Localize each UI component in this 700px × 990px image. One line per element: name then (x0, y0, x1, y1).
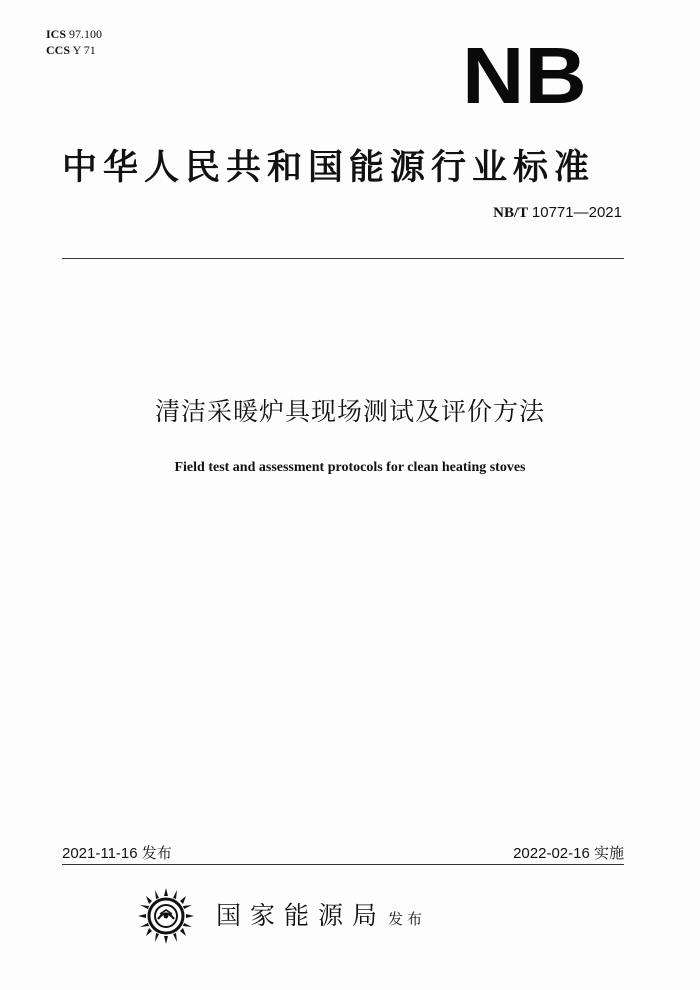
standard-prefix: NB/T (493, 205, 529, 221)
document-title-chinese: 清洁采暖炉具现场测试及评价方法 (154, 397, 545, 426)
ccs-label: CCS (46, 43, 71, 57)
national-emblem-icon (136, 886, 196, 946)
ccs-code: Y 71 (72, 43, 96, 57)
publisher-action: 发布 (388, 910, 427, 928)
standard-code: 10771—2021 (531, 204, 622, 221)
ics-code: 97.100 (69, 27, 103, 41)
document-title-english: Field test and assessment protocols for clean heating stoves (174, 460, 526, 475)
release-date: 2021-11-16 (62, 845, 138, 862)
nb-brand-mark: NB (462, 31, 587, 120)
effective-label: 实施 (593, 845, 624, 862)
classification-codes (46, 26, 102, 58)
release-label: 发布 (141, 845, 172, 862)
publisher-name: 国家能源局 (216, 901, 387, 930)
bottom-divider (62, 864, 624, 865)
top-divider (62, 258, 624, 259)
standard-number (493, 204, 622, 222)
ics-line (46, 26, 102, 42)
effective-date-line (513, 842, 624, 863)
organization-title: 中华人民共和国能源行业标准 (62, 148, 596, 188)
ics-label: ICS (46, 27, 67, 41)
effective-date: 2022-02-16 (513, 845, 590, 862)
release-date-line (62, 842, 172, 863)
ccs-line (46, 42, 102, 58)
publisher-line (216, 896, 426, 932)
